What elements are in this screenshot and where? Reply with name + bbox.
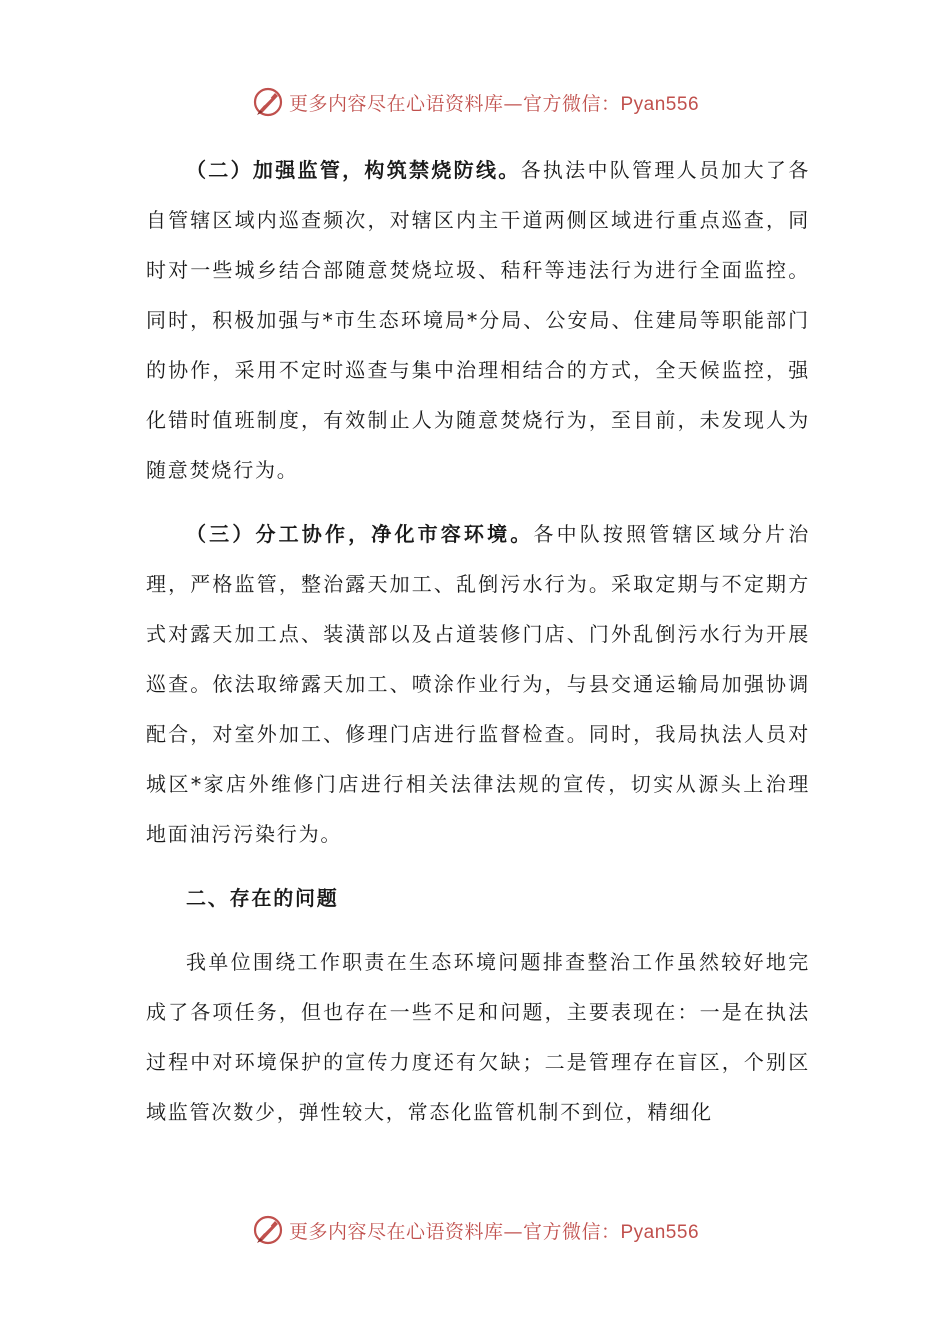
paragraph-body: 各中队按照管辖区域分片治理，严格监管，整治露天加工、乱倒污水行为。采取定期与不定期方式对露天加工点、装潢部以及占道装修门店、门外乱倒污水行为开展巡查。依法取缔露天加工、喷涂作业行为，与县交通运输局加强协调配合，对室外加工、修理门店进行监督检查。同时，我局执法人员对城区*家店外维修门店进行相关法律法规的宣传，切实从源头上治理地面油污污染行为。 bbox=[146, 522, 810, 846]
wechat-id: Pyan556 bbox=[620, 1221, 700, 1243]
paragraph-strengthen-supervision bbox=[146, 145, 810, 495]
section-heading: 二、存在的问题 bbox=[186, 886, 339, 910]
paragraph-lead: （二）加强监管，构筑禁烧防线。 bbox=[186, 158, 521, 182]
paragraph-existing-problems: 我单位围绕工作职责在生态环境问题排查整治工作虽然较好地完成了各项任务，但也存在一些不足和问题，主要表现在：一是在执法过程中对环境保护的宣传力度还有欠缺；二是管理存在盲区，个别区域监管次数少，弹性较大，常态化监管机制不到位，精细化 bbox=[146, 950, 810, 1124]
paragraph-body: 各执法中队管理人员加大了各自管辖区域内巡查频次，对辖区内主干道两侧区域进行重点巡查，同时对一些城乡结合部随意焚烧垃圾、秸秆等违法行为进行全面监控。同时，积极加强与*市生态环境局*分局、公安局、住建局等职能部门的协作，采用不定时巡查与集中治理相结合的方式，全天候监控，强化错时值班制度，有效制止人为随意焚烧行为，至目前，未发现人为随意焚烧行为。 bbox=[146, 158, 811, 482]
quill-pen-logo-icon bbox=[251, 85, 285, 119]
watermark-text: 更多内容尽在心语资料库—官方微信：Pyan556 bbox=[288, 92, 700, 115]
wechat-id: Pyan556 bbox=[620, 93, 700, 115]
watermark-text: 更多内容尽在心语资料库—官方微信：Pyan556 bbox=[288, 1220, 700, 1243]
paragraph-lead: （三）分工协作，净化市容环境。 bbox=[186, 522, 534, 546]
document-body bbox=[146, 145, 810, 1151]
quill-pen-logo-icon bbox=[251, 1213, 285, 1247]
watermark-banner-bottom bbox=[0, 1210, 950, 1250]
paragraph-division-of-labor bbox=[146, 509, 810, 859]
watermark-banner-top bbox=[0, 82, 950, 122]
